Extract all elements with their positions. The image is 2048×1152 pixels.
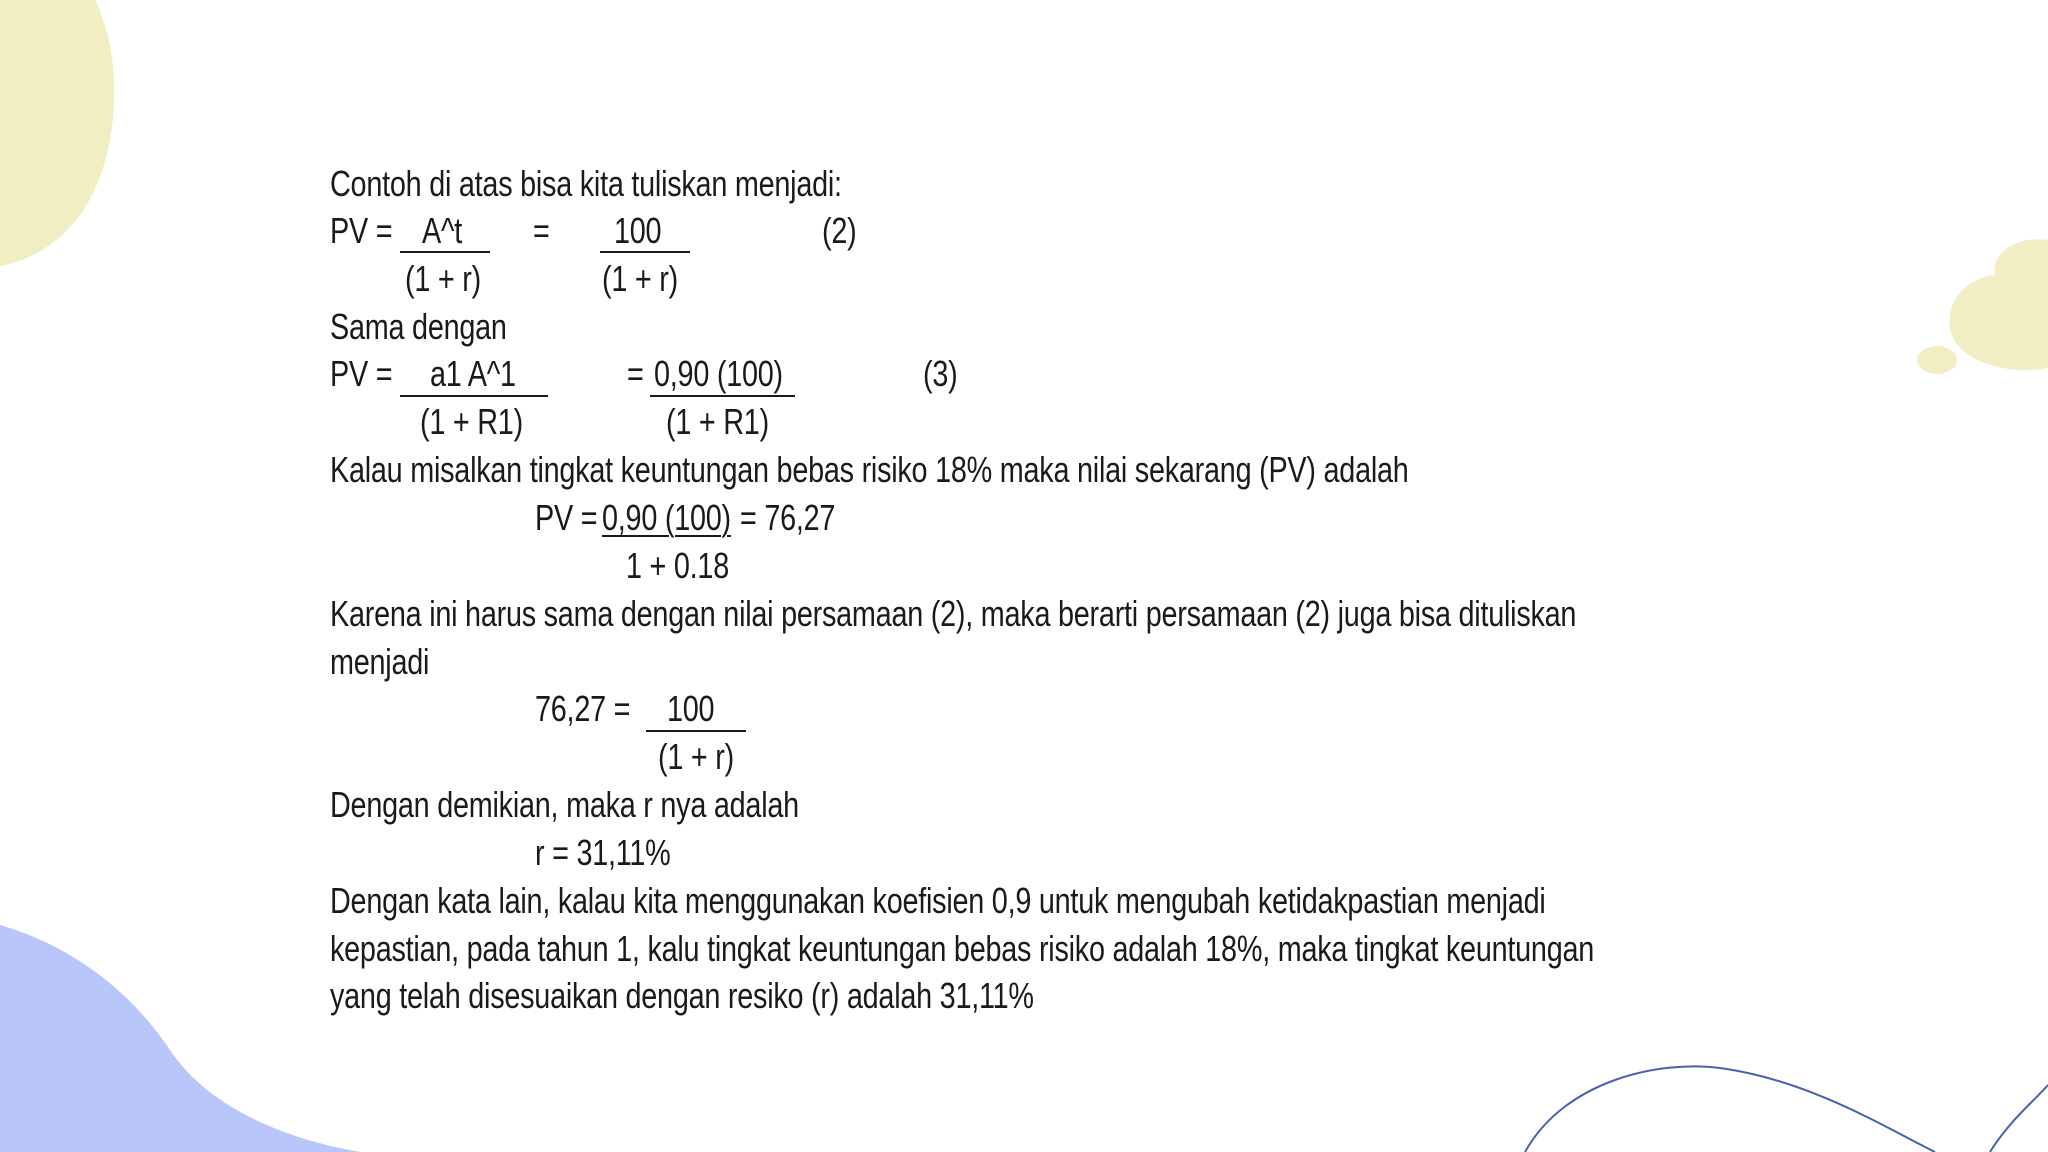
- conclusion-line2: kepastian, pada tahun 1, kalu tingkat keuntungan bebas risiko adalah 18%, maka tingkat keuntungan: [330, 928, 1595, 969]
- yellow-blob-top-left: [0, 0, 114, 266]
- thus-paragraph: Dengan demikian, maka r nya adalah: [330, 784, 799, 825]
- eq2-fraction-bar-2: [600, 251, 690, 253]
- calc-76-fraction-bar: [646, 730, 746, 732]
- eq3-denominator-1: (1 + R1): [420, 401, 523, 442]
- because-paragraph-line2: menjadi: [330, 641, 430, 682]
- same-with-text: Sama dengan: [330, 306, 507, 347]
- eq2-denominator-2: (1 + r): [602, 258, 678, 299]
- eq3-equals: =: [627, 353, 644, 394]
- eq3-denominator-2: (1 + R1): [666, 401, 769, 442]
- pv-calc-numerator: 0,90 (100): [602, 497, 731, 538]
- eq3-lhs: PV =: [330, 353, 393, 394]
- eq3-fraction-bar-1: [400, 395, 548, 397]
- because-paragraph-line1: Karena ini harus sama dengan nilai persamaan (2), maka berarti persamaan (2) juga bisa dituliskan: [330, 593, 1577, 634]
- calc-76-numerator: 100: [667, 688, 715, 729]
- conclusion-line1: Dengan kata lain, kalau kita menggunakan koefisien 0,9 untuk mengubah ketidakpastian menjadi: [330, 880, 1546, 921]
- wave-curve-bottom-right: [1525, 1066, 2048, 1152]
- eq3-numerator-2: 0,90 (100): [654, 353, 783, 394]
- r-result: r = 31,11%: [535, 832, 671, 873]
- eq2-equals: =: [533, 210, 550, 251]
- risk-paragraph: Kalau misalkan tingkat keuntungan bebas risiko 18% maka nilai sekarang (PV) adalah: [330, 449, 1409, 490]
- eq3-label: (3): [923, 353, 958, 394]
- pv-calc-lhs: PV =: [535, 497, 598, 538]
- eq3-fraction-bar-2: [650, 395, 795, 397]
- calc-76-denominator: (1 + r): [658, 736, 734, 777]
- intro-text: Contoh di atas bisa kita tuliskan menjadi:: [330, 163, 842, 204]
- yellow-blob-right: [1949, 239, 2048, 370]
- pv-calc-result: = 76,27: [740, 497, 836, 538]
- eq3-numerator-1: a1 A^1: [430, 353, 516, 394]
- eq2-numerator-1: A^t: [422, 210, 463, 251]
- eq2-numerator-2: 100: [614, 210, 662, 251]
- blue-blob-bottom-left: [0, 925, 360, 1152]
- eq2-lhs: PV =: [330, 210, 393, 251]
- pv-calc-denominator: 1 + 0.18: [626, 545, 729, 586]
- eq2-fraction-bar-1: [400, 251, 490, 253]
- conclusion-line3: yang telah disesuaikan dengan resiko (r) adalah 31,11%: [330, 975, 1034, 1016]
- eq2-denominator-1: (1 + r): [405, 258, 481, 299]
- eq2-label: (2): [822, 210, 857, 251]
- yellow-dot-right: [1917, 346, 1957, 374]
- calc-76-lhs: 76,27 =: [535, 688, 631, 729]
